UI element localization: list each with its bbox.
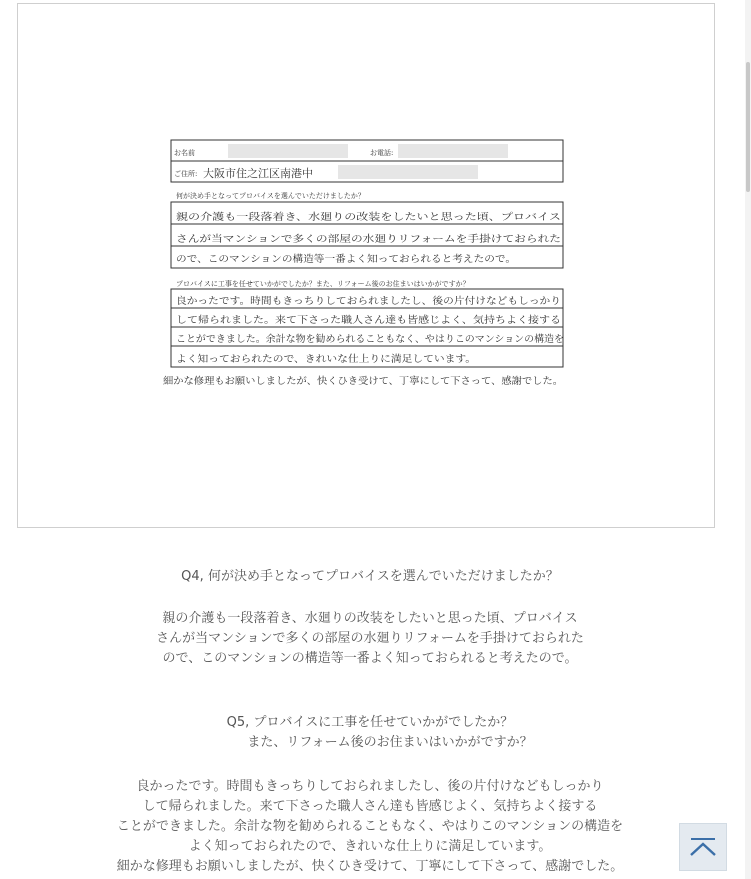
- q5-answer: [40, 777, 700, 877]
- redacted-name: [228, 144, 348, 158]
- q5-answer-line: ことができました。余計な物を勧められることもなく、やはりこのマンションの構造を: [116, 819, 624, 834]
- q4-answer-line: 親の介護も一段落着き、水廻りの改装をしたいと思った頃、プロバイス: [162, 611, 578, 626]
- q5-answer-line: よく知っておられたので、きれいな仕上りに満足しています。: [188, 839, 552, 854]
- scan-phone-label: お電話:: [370, 149, 394, 157]
- page-scrollbar[interactable]: [745, 0, 751, 879]
- scan-q4-line-1: 親の介護も一段落着き、水廻りの改装をしたいと思った頃、プロバイス: [176, 212, 476, 223]
- scan-q5-line-3: ことができました。余計な物を勧められることもなく、やはりこのマンションの構造を: [176, 334, 542, 345]
- scan-address-handwriting: 大阪市住之江区南港中: [203, 167, 313, 180]
- scan-q5-label: プロバイスに工事を任せていかがでしたか？また、リフォーム後のお住まいはいかがですか？: [176, 280, 470, 288]
- q5-answer-line: して帰られました。来て下さった職人さん達も皆感じよく、気持ちよく接する: [142, 799, 598, 814]
- q4-answer-line: さんが当マンションで多くの部屋の水廻りリフォームを手掛けておられた: [156, 631, 584, 646]
- scan-q4-label: 何が決め手となってプロバイスを選んでいただけましたか？: [176, 192, 365, 200]
- scan-q5-line-2: して帰られました。来て下さった職人さん達も皆感じよく、気持ちよく接する: [176, 315, 504, 326]
- q4-answer-line: ので、このマンションの構造等一番よく知っておられると考えたので。: [162, 651, 578, 666]
- scan-address-label: ご住所:: [174, 170, 198, 178]
- scan-q5-line-5: 細かな修理もお願いしましたが、快くひき受けて、丁寧にして下さって、感謝でした。: [163, 376, 529, 387]
- q4-question: [40, 567, 700, 587]
- scan-q5-line-4: よく知っておられたので、きれいな仕上りに満足しています。: [176, 354, 438, 365]
- redacted-phone: [398, 144, 508, 158]
- survey-form-scan: [18, 4, 716, 529]
- scan-name-label: お名前: [174, 149, 195, 157]
- q4-question-text: Q4, 何が決め手となってプロバイスを選んでいただけましたか？: [181, 569, 559, 584]
- q5-question: [40, 713, 700, 753]
- q5-question-line-1: Q5, プロバイスに工事を任せていかがでしたか？: [226, 715, 514, 730]
- q5-question-line-2: また、リフォーム後のお住まいはいかがですか？: [247, 735, 533, 750]
- q5-answer-line: 良かったです。時間もきっちりしておられましたし、後の片付けなどもしっかり: [136, 779, 604, 794]
- scan-q4-line-3: ので、このマンションの構造等一番よく知っておられると考えたので。: [176, 254, 476, 265]
- q4-answer: [40, 609, 700, 669]
- scan-q5-line-1: 良かったです。時間もきっちりしておられましたし、後の片付けなどもしっかり: [176, 296, 513, 307]
- scan-q4-line-2: さんが当マンションで多くの部屋の水廻りリフォームを手掛けておられた: [176, 234, 485, 245]
- survey-scan-image: [17, 3, 715, 528]
- scrollbar-thumb[interactable]: [746, 62, 750, 192]
- back-to-top-button[interactable]: [679, 823, 727, 871]
- q5-answer-line: 細かな修理もお願いしましたが、快くひき受けて、丁寧にして下さって、感謝でした。: [116, 859, 624, 874]
- chevron-up-icon: [680, 824, 726, 870]
- redacted-address: [338, 165, 478, 179]
